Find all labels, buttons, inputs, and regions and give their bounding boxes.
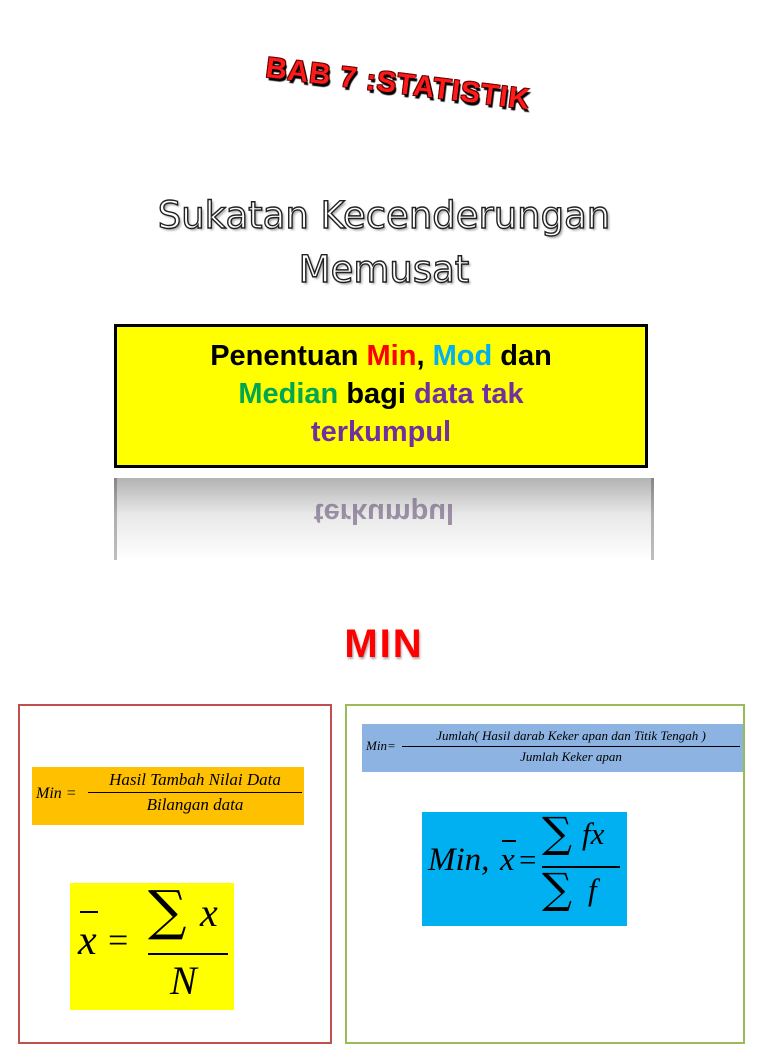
topic-line-1 xyxy=(117,337,645,375)
topic-word-data-tak: data tak xyxy=(414,378,524,410)
reflection-text: terkumpul xyxy=(313,497,455,529)
denominator-var: N xyxy=(170,958,197,1003)
sigma-symbol-denominator: ∑ xyxy=(542,864,572,913)
topic-comma: , xyxy=(416,340,433,372)
formula-numerator: Hasil Tambah Nilai Data xyxy=(109,770,281,789)
formula-min-text xyxy=(32,767,304,825)
denominator-var: f xyxy=(588,872,597,907)
topic-box xyxy=(114,324,648,468)
xbar-overline xyxy=(80,911,98,913)
topic-word-penentuan: Penentuan xyxy=(210,340,367,372)
formula-fraction xyxy=(402,728,740,765)
formula-lhs: Min= xyxy=(366,738,396,753)
equals-sign: = xyxy=(108,920,129,960)
formula-min-grouped-symbol xyxy=(422,808,627,926)
formula-denominator: Jumlah Keker apan xyxy=(520,749,622,764)
topic-word-terkumpul: terkumpul xyxy=(310,416,452,448)
chapter-title: BAB 7 :STATISTIK xyxy=(264,52,533,117)
heading-line-1: Sukatan Kecenderungan xyxy=(157,194,611,237)
fraction-bar xyxy=(402,746,740,747)
equals-sign: = xyxy=(519,842,537,877)
xbar-var: x xyxy=(78,918,97,964)
sigma-symbol: ∑ xyxy=(148,879,187,942)
heading-line-2: Memusat xyxy=(298,248,470,291)
formula-fraction xyxy=(88,770,302,815)
topic-box-reflection xyxy=(114,478,654,560)
fraction-bar xyxy=(88,792,302,793)
formula-lhs: Min = xyxy=(36,785,77,802)
fraction-bar xyxy=(148,953,228,955)
formula-numerator: Jumlah( Hasil darab Keker apan dan Titik Tengah ) xyxy=(436,728,706,743)
topic-line-2 xyxy=(117,375,645,413)
sigma-symbol-numerator: ∑ xyxy=(542,808,572,857)
topic-word-min: Min xyxy=(366,340,417,372)
formula-min-symbol xyxy=(70,879,234,1010)
section-title-min: MIN xyxy=(344,622,424,666)
formula-min-grouped-text xyxy=(362,724,743,772)
topic-word-mod: Mod xyxy=(432,340,493,372)
topic-word-median: Median xyxy=(238,378,339,410)
topic-word-bagi: bagi xyxy=(338,378,415,410)
topic-word-dan: dan xyxy=(492,340,552,372)
topic-line-3 xyxy=(117,413,645,451)
numerator-var: x xyxy=(200,890,218,935)
xbar-var: x xyxy=(500,842,515,878)
numerator-var: fx xyxy=(582,816,605,851)
min-label: Min, xyxy=(428,842,490,878)
formula-denominator: Bilangan data xyxy=(146,795,244,814)
